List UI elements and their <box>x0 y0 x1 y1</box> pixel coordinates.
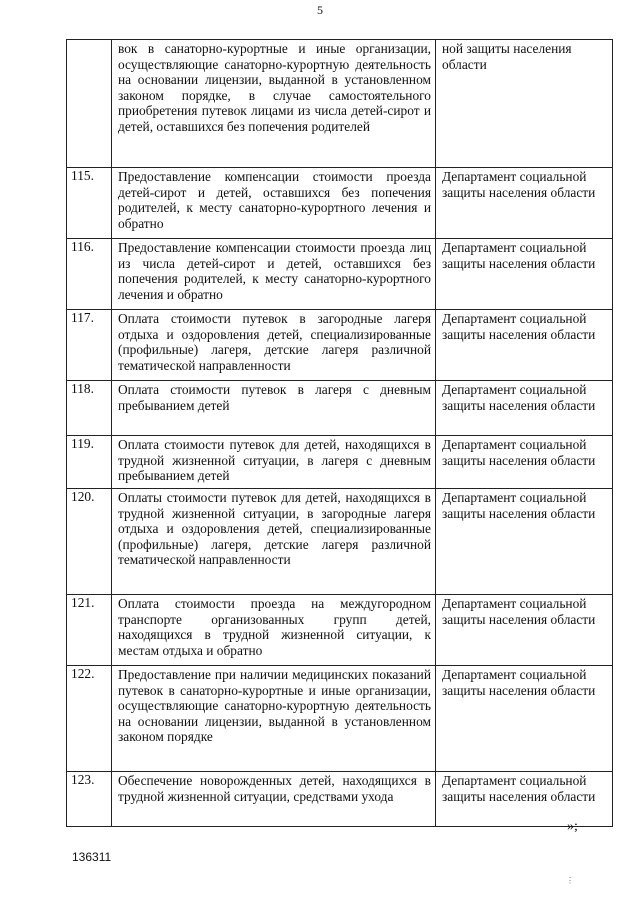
service-description: вок в санаторно-курортные и иные организации, осуществляющие санаторно-курортную деятельность на основании лицензии, выданной в установленном законом порядке, в случае самостоятельного приобретения путевок лицами из числа детей-сирот и детей, оставшихся без попечения родителей <box>112 40 436 168</box>
table-row <box>67 381 613 436</box>
service-description: Обеспечение новорожденных детей, находящихся в трудной жизненной ситуации, средствами ухода <box>112 772 436 827</box>
row-number: 122. <box>67 666 112 772</box>
responsible-department: Департамент социальной защиты населения области <box>436 666 613 772</box>
service-description: Предоставление при наличии медицинских показаний путевок в санаторно-курортные и иные организации, осуществляющие санаторно-курортную деятельность на основании лицензии, выданной в установленном законом порядке <box>112 666 436 772</box>
service-description: Предоставление компенсации стоимости проезда детей-сирот и детей, оставшихся без попечения родителей, к месту санаторно-курортного лечения и обратно <box>112 168 436 239</box>
row-number: 115. <box>67 168 112 239</box>
row-number: 120. <box>67 489 112 595</box>
table-row <box>67 239 613 310</box>
service-description: Оплаты стоимости путевок для детей, находящихся в трудной жизненной ситуации, в загородные лагеря отдыха и оздоровления детей, специализированные (профильные) лагеря, детские лагеря различной тематической направленности <box>112 489 436 595</box>
row-number: 116. <box>67 239 112 310</box>
service-description: Оплата стоимости путевок в загородные лагеря отдыха и оздоровления детей, специализированные (профильные) лагеря, детские лагеря различной тематической направленности <box>112 310 436 381</box>
scan-mark: ⋮ <box>566 876 574 885</box>
responsible-department: Департамент социальной защиты населения области <box>436 595 613 666</box>
table-row <box>67 666 613 772</box>
row-number: 119. <box>67 436 112 489</box>
table-row <box>67 40 613 168</box>
responsible-department: Департамент социальной защиты населения области <box>436 168 613 239</box>
responsible-department: ной защиты населения области <box>436 40 613 168</box>
table-row <box>67 168 613 239</box>
table-row <box>67 595 613 666</box>
service-description: Оплата стоимости проезда на междугородном транспорте организованных групп детей, находящихся в трудной жизненной ситуации, к местам отдыха и обратно <box>112 595 436 666</box>
table-row <box>67 772 613 827</box>
responsible-department: Департамент социальной защиты населения области <box>436 436 613 489</box>
responsible-department: Департамент социальной защиты населения области <box>436 381 613 436</box>
row-number: 121. <box>67 595 112 666</box>
document-code: 136311 <box>72 850 112 864</box>
services-table <box>66 39 613 827</box>
table-row <box>67 489 613 595</box>
responsible-department: Департамент социальной защиты населения области <box>436 772 613 827</box>
responsible-department: Департамент социальной защиты населения области <box>436 310 613 381</box>
table-row <box>67 436 613 489</box>
service-description: Оплата стоимости путевок для детей, находящихся в трудной жизненной ситуации, в лагеря с дневным пребыванием детей <box>112 436 436 489</box>
responsible-department: Департамент социальной защиты населения области <box>436 239 613 310</box>
row-number: 117. <box>67 310 112 381</box>
page-number: 5 <box>317 3 323 17</box>
service-description: Оплата стоимости путевок в лагеря с дневным пребыванием детей <box>112 381 436 436</box>
closing-quote-mark: »; <box>567 819 578 834</box>
table-row <box>67 310 613 381</box>
row-number: 118. <box>67 381 112 436</box>
row-number <box>67 40 112 168</box>
responsible-department: Департамент социальной защиты населения области <box>436 489 613 595</box>
row-number: 123. <box>67 772 112 827</box>
service-description: Предоставление компенсации стоимости проезда лиц из числа детей-сирот и детей, оставшихся без попечения родителей, к месту санаторно-курортного лечения и обратно <box>112 239 436 310</box>
